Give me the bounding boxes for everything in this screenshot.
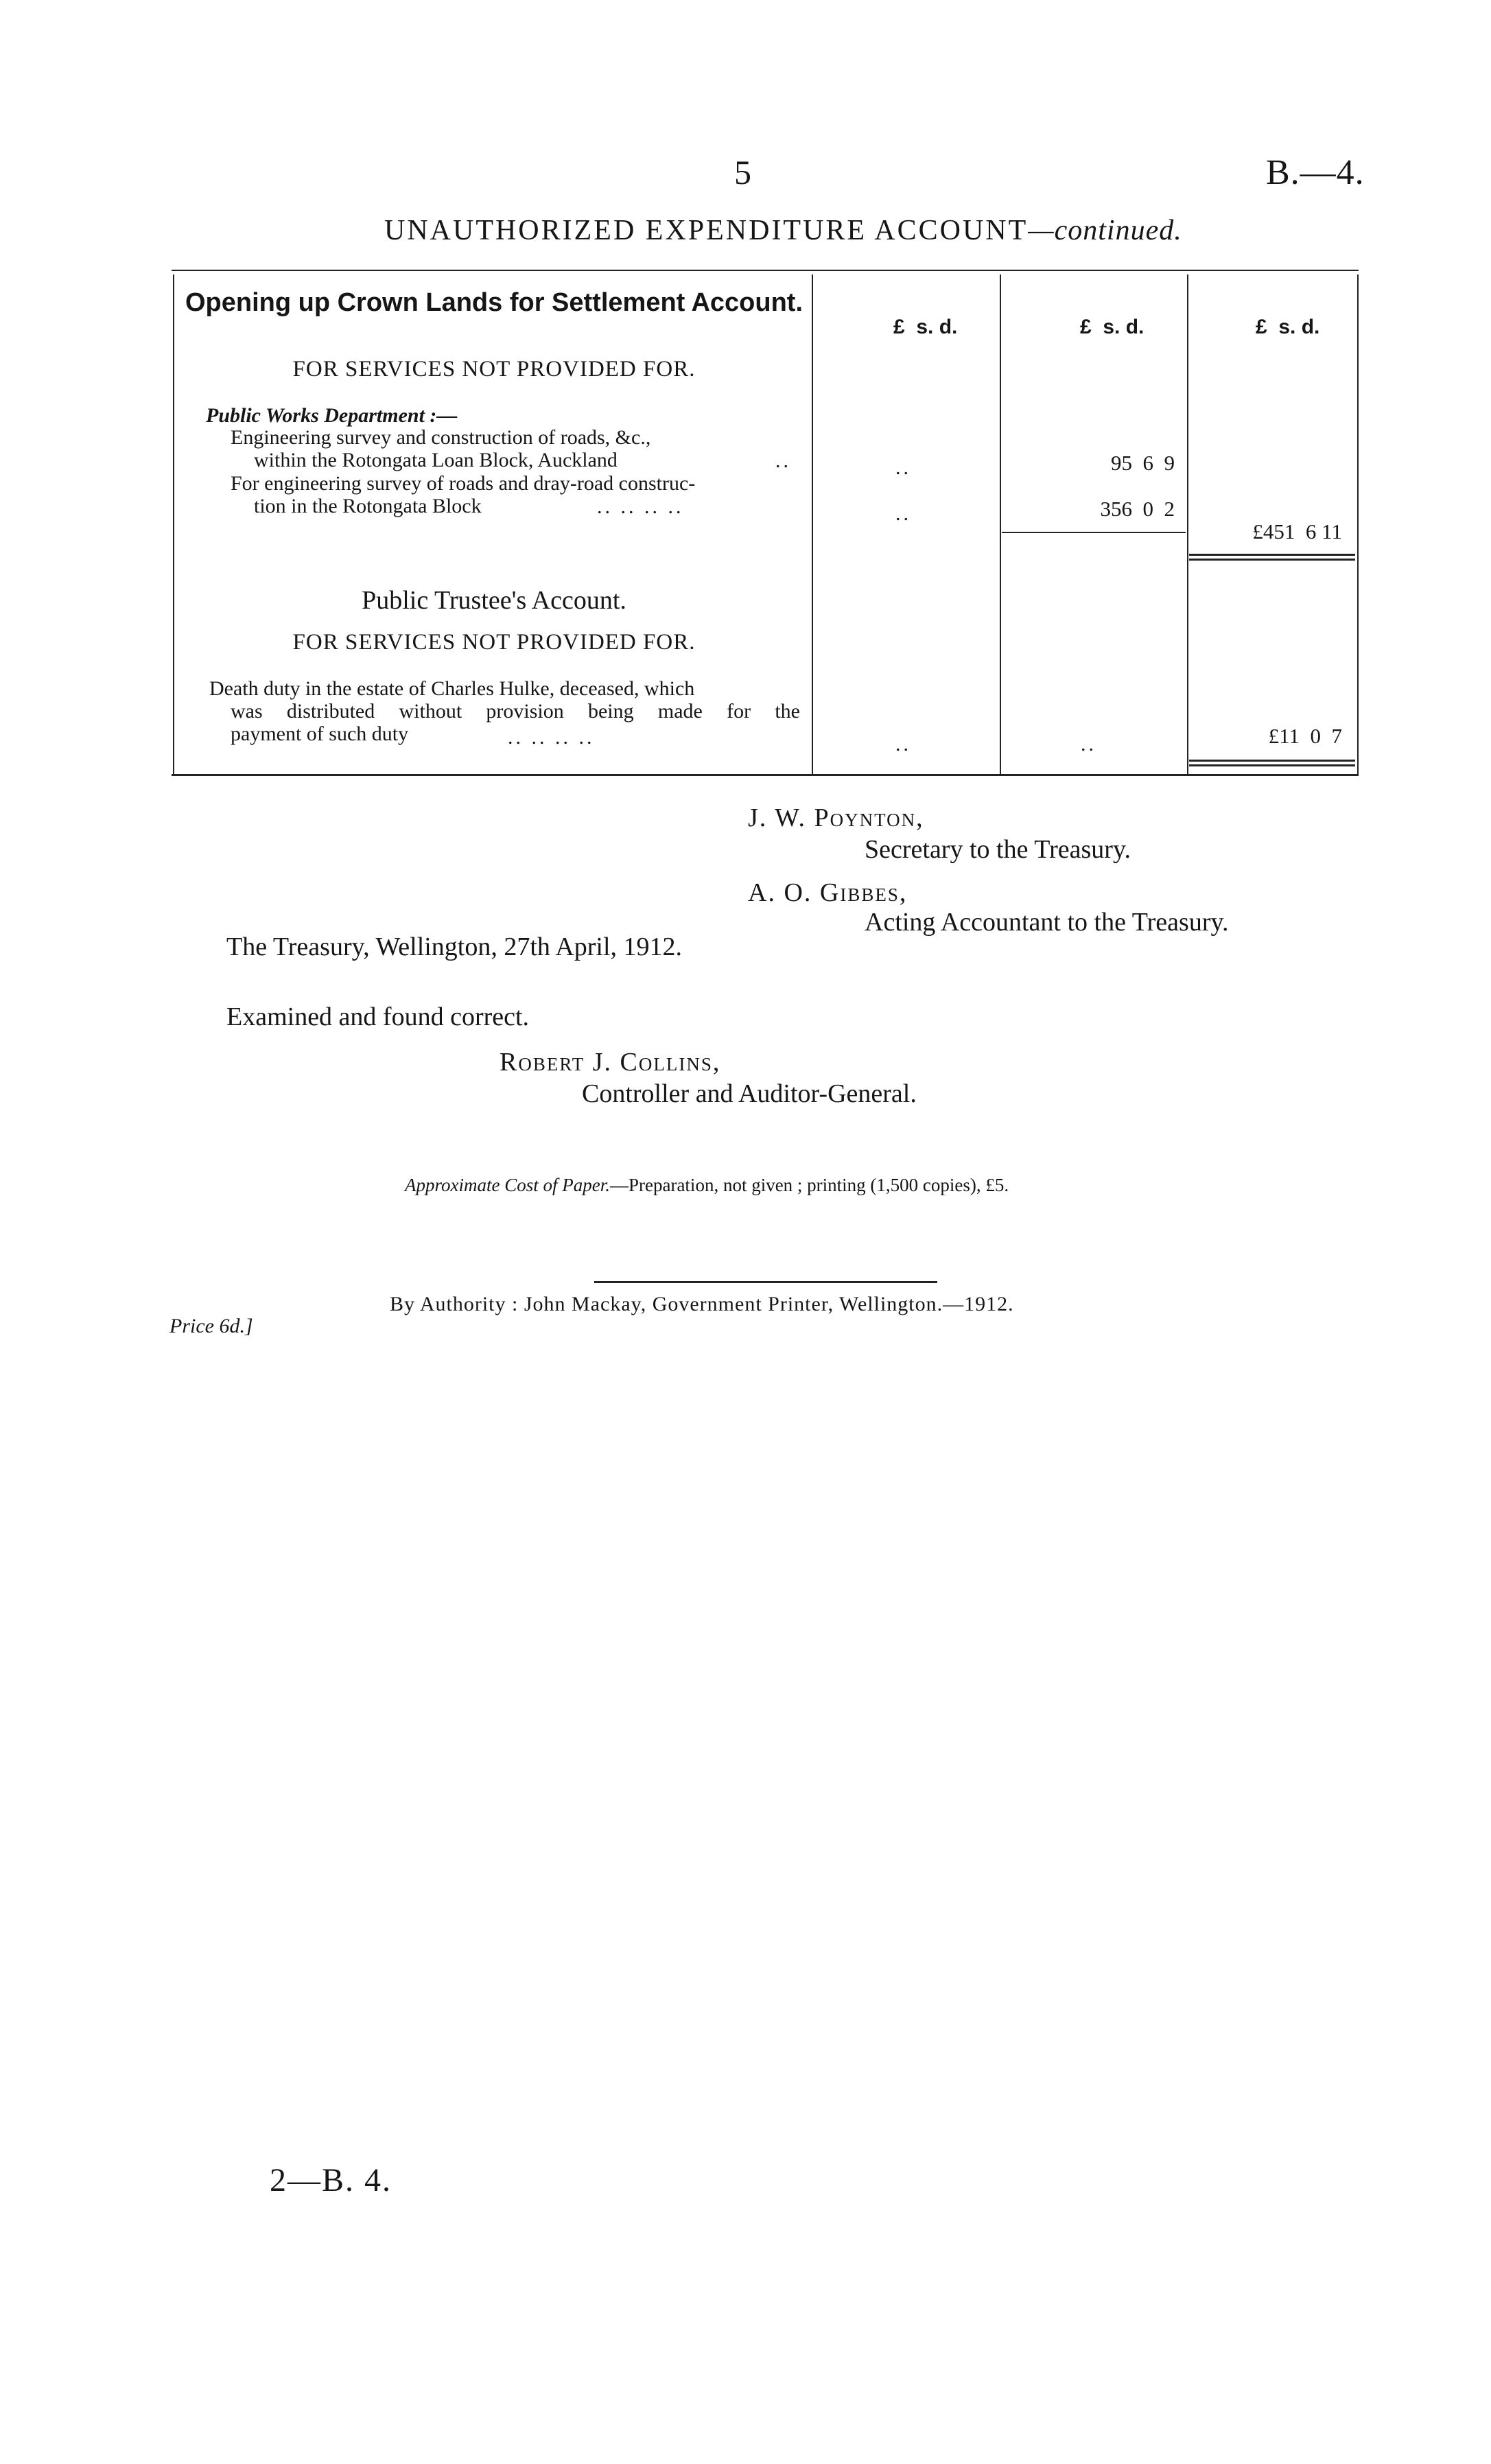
item3-leader: .. .. .. .. — [508, 726, 595, 749]
table-divider-3 — [1187, 274, 1188, 775]
item1-line1: Engineering survey and construction of roads, &c., — [231, 426, 651, 449]
series-code: B.—4. — [1266, 153, 1365, 192]
signatory-2-name: A. O. Gibbes, — [748, 878, 908, 907]
auditor-name: Robert J. Collins, — [500, 1048, 721, 1077]
section1-title: Opening up Crown Lands for Settlement Account. — [185, 288, 803, 317]
examined-statement: Examined and found correct. — [226, 1002, 530, 1031]
section2-subtitle: FOR SERVICES NOT PROVIDED FOR. — [292, 630, 696, 655]
signatory-2-title: Acting Accountant to the Treasury. — [865, 908, 1229, 937]
subtotal-rule — [1002, 532, 1186, 533]
col2-header: £ s. d. — [1080, 316, 1144, 338]
item2-col1-leader: .. — [895, 502, 911, 525]
cost-text: —Preparation, not given ; printing (1,500 copies), £5. — [609, 1175, 1009, 1195]
price: Price 6d.] — [169, 1315, 253, 1337]
table-left-border — [173, 274, 174, 775]
section2-title: Public Trustee's Account. — [362, 586, 626, 615]
item1-line2: within the Rotongata Loan Block, Auckland — [254, 449, 618, 471]
signatory-1-name: J. W. Poynton, — [748, 803, 924, 832]
cost-of-paper — [405, 1175, 1009, 1196]
item3-col2-leader: .. — [1081, 733, 1096, 755]
table-divider-1 — [812, 274, 813, 775]
title-suffix: —continued. — [1028, 215, 1182, 246]
item3-line2: was distributed without provision being made for the — [231, 700, 800, 723]
title-main: UNAUTHORIZED EXPENDITURE ACCOUNT — [384, 215, 1029, 246]
table-top-rule — [172, 270, 1359, 271]
col3-header: £ s. d. — [1256, 316, 1320, 338]
item2-leader: .. .. .. .. — [597, 495, 684, 518]
cost-label: Approximate Cost of Paper. — [405, 1175, 610, 1195]
item2-line1: For engineering survey of roads and dray-road construc- — [231, 472, 696, 495]
item3-col1-leader: .. — [895, 733, 911, 755]
document-title — [384, 214, 1182, 247]
item3-line1: Death duty in the estate of Charles Hulke, deceased, which — [209, 677, 695, 700]
section1-total: £451 6 11 — [1252, 519, 1342, 543]
auditor-title: Controller and Auditor-General. — [582, 1079, 917, 1108]
table-divider-2 — [1000, 274, 1001, 775]
table-bottom-rule — [172, 774, 1359, 776]
section2-total-rule — [1189, 760, 1355, 766]
item1-leader: .. — [775, 449, 791, 472]
item1-amount: 95 6 9 — [1111, 451, 1175, 475]
department-label: Public Works Department :— — [206, 404, 458, 427]
page-number: 5 — [734, 153, 751, 191]
col1-header: £ s. d. — [893, 316, 958, 338]
section2-total: £11 0 7 — [1268, 724, 1342, 748]
footer-rule — [594, 1281, 937, 1283]
table-right-border — [1357, 274, 1359, 775]
item1-col1-leader: .. — [895, 456, 911, 479]
item3-line3: payment of such duty — [231, 723, 409, 745]
item2-line2: tion in the Rotongata Block — [254, 495, 482, 517]
section1-total-rule — [1189, 554, 1355, 561]
printer-authority: By Authority : John Mackay, Government Printer, Wellington.—1912. — [390, 1293, 1014, 1315]
item2-amount: 356 0 2 — [1100, 497, 1175, 521]
sheet-signature: 2—B. 4. — [270, 2162, 392, 2198]
signatory-1-title: Secretary to the Treasury. — [865, 835, 1131, 864]
place-date: The Treasury, Wellington, 27th April, 1912. — [226, 932, 683, 961]
section1-subtitle: FOR SERVICES NOT PROVIDED FOR. — [292, 357, 696, 382]
